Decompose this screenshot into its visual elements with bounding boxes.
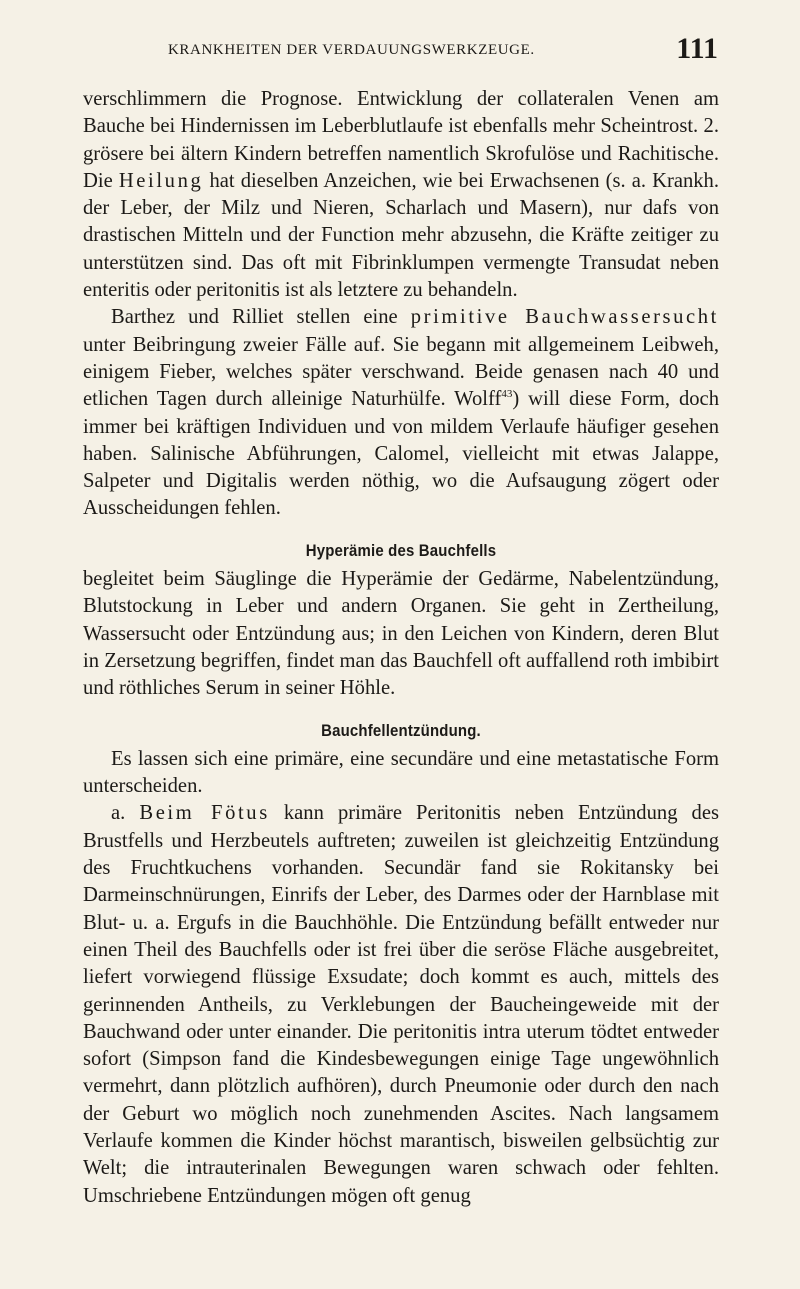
paragraph-5 <box>83 800 719 1209</box>
page-header <box>82 32 718 78</box>
text: Barthez und Rilliet stellen eine <box>111 306 398 329</box>
spaced-term: Heilung <box>118 169 204 192</box>
paragraph-3: begleitet beim Säuglinge die Hyperämie der Gedärme, Nabelentzündung, Blutstockung in Leber und andern Organen. Sie geht in Zertheilung, Wassersucht oder Entzündung aus; in den Leichen von Kindern, deren Blut in Zersetzung begriffen, findet man das Bauchfell oft auffallend roth imbibirt und röthliches Serum in seiner Höhle. <box>83 568 719 700</box>
paragraph-1 <box>83 86 719 304</box>
page-body <box>83 86 719 1210</box>
paragraph-4: Es lassen sich eine primäre, eine secundäre und eine metastatische Form unterscheiden. <box>83 747 719 798</box>
text: kann primäre Peritonitis neben Entzündung des Brustfells und Herzbeutels auftreten; zuweilen ist gleichzeitig Entzündung des Fruchtkuchens vorhanden. Secundär fand sie Rokitansky bei Darmeinschnürungen, Einrifs der Leber, des Darmes oder der Harnblase mit Blut- u. a. Ergufs in die Bauchhöhle. Die Entzündung befällt entweder nur einen Theil des Bauchfells oder ist frei über die seröse Fläche ausgebreitet, liefert vorwiegend flüssige Exsudate; doch kommt es auch, mittels des gerinnenden Antheils, zu Verklebungen der Baucheingeweide mit der Bauchwand oder unter einander. Die peritonitis intra uterum tödtet entweder sofort (Simpson fand die Kindesbewegungen einige Tage ungewöhnlich vermehrt, dann plötzlich aufhören), durch Pneumonie oder durch den nach der Geburt wo möglich noch zunehmenden Ascites. Nach langsamem Verlaufe kommen die Kinder höchst marantisch, bisweilen gelbsüchtig zur Welt; die intrauterinalen Bewegungen waren schwach oder fehlten. Umschriebene Entzündungen mögen oft genug <box>83 802 719 1207</box>
text: ) will diese Form, doch immer bei kräftigen Individuen und von mildem Verlaufe häufiger gesehen haben. Salinische Abführungen, Calomel, vielleicht mit etwas Jalappe, Salpeter und Digitalis werden nöthig, wo die Aufsaugung zögert oder Ausscheidungen fehlen. <box>83 388 719 520</box>
spaced-term: Beim Fötus <box>139 802 270 825</box>
text: verschlimmern die Prognose. Entwicklung der collateralen Venen am Bauche bei Hindernissen im Leberblutlaufe ist ebenfalls mehr Scheintrost. 2. grösere bei ältern Kindern betreffen namentlich Skrofulöse und Rachitische. Die <box>83 88 719 192</box>
page-number: 111 <box>676 32 718 65</box>
footnote-ref: 43 <box>501 388 513 401</box>
section-heading-peritonitis: Bauchfellentzündung. <box>321 720 481 740</box>
running-head: KRANKHEITEN DER VERDAUUNGSWERKZEUGE. <box>168 42 535 58</box>
section-heading-hyperaemia: Hyperämie des Bauchfells <box>305 540 497 560</box>
spaced-term: primitive Bauchwassersucht <box>410 306 720 329</box>
paragraph-2 <box>83 304 719 522</box>
text: a. <box>111 802 126 825</box>
text: unter Beibringung zweier Fälle auf. Sie begann mit allgemeinem Leibweh, einigem Fieber, welches später verschwand. Beide genasen nach 40 und etlichen Tagen durch alleinige Naturhülfe. Wolff <box>83 333 719 411</box>
text: hat dieselben Anzeichen, wie bei Erwachsenen (s. a. Krankh. der Leber, der Milz und Nieren, Scharlach und Masern), nur dafs von drastischen Mitteln und der Function mehr abzusehn, die Kräfte zeitiger zu unterstützen sind. Das oft mit Fibrinklumpen vermengte Transudat neben enteritis oder peritonitis ist als letztere zu behandeln. <box>83 169 719 302</box>
